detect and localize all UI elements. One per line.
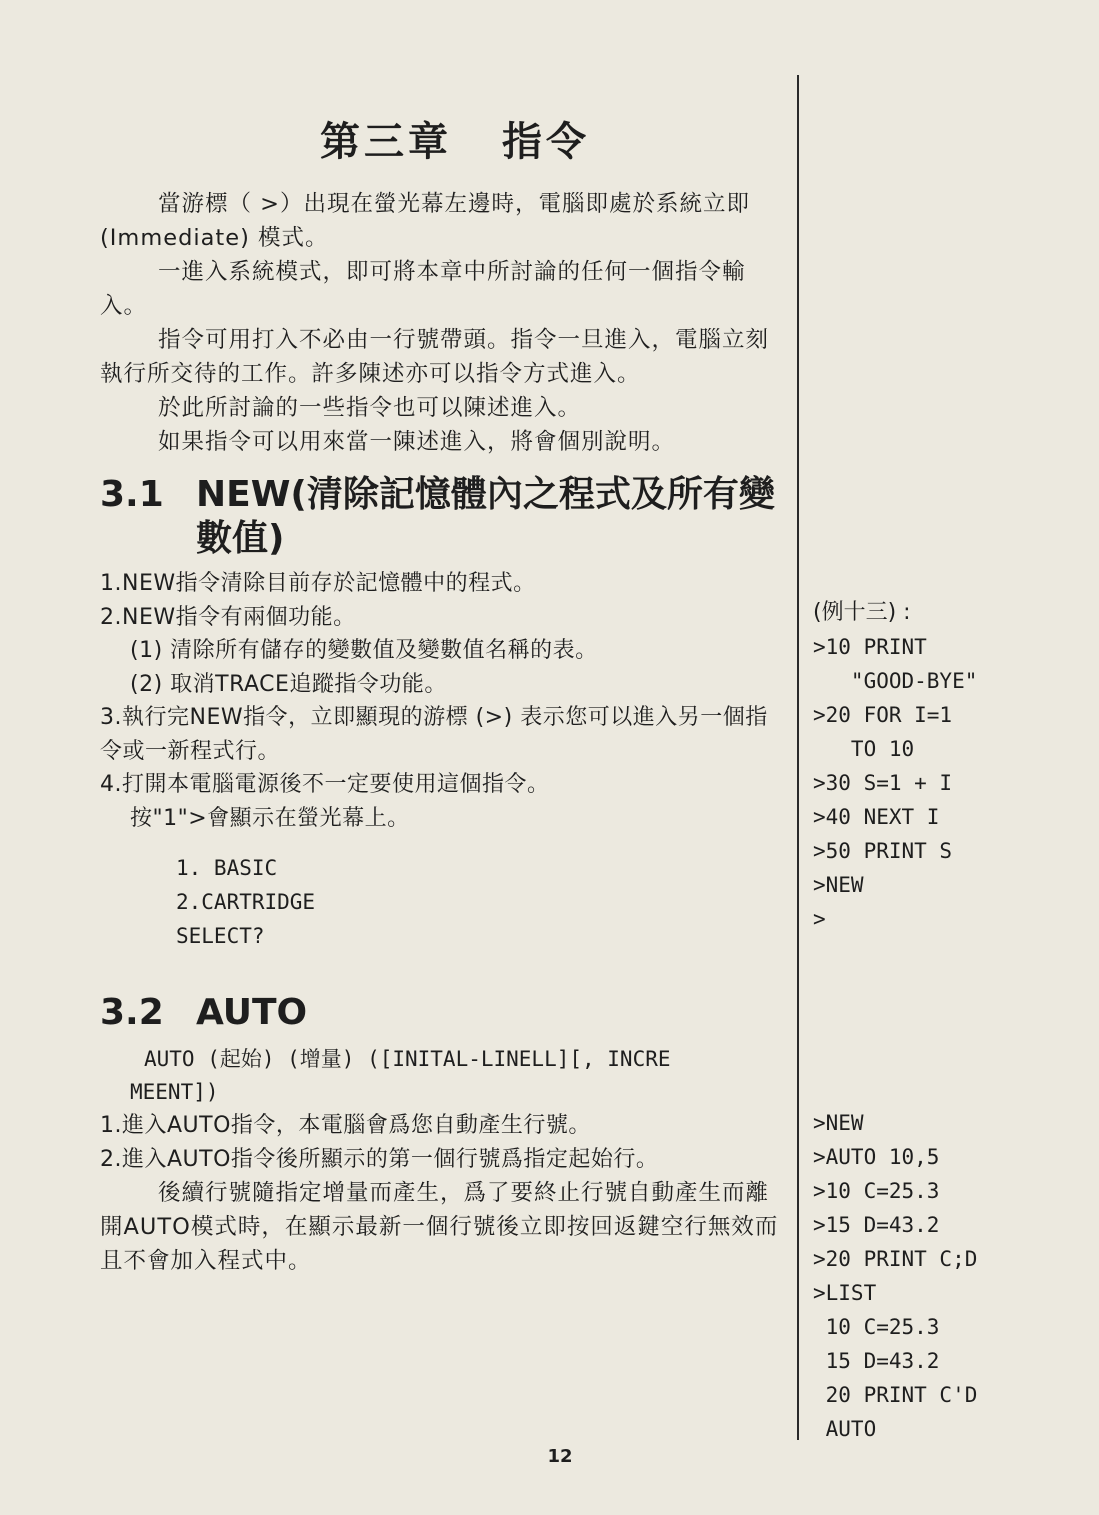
code-line: >30 S=1 + I [813,771,953,795]
list-item: 3.執行完NEW指令，立即顯現的游標 (>) 表示您可以進入另一個指令或一新程式行。 [100,705,768,764]
page-number: 12 [547,1446,573,1467]
section-heading-new [100,473,780,561]
code-line: >20 FOR I=1 [813,703,953,727]
example-code-auto [813,1106,1093,1446]
main-column [100,110,780,1278]
chapter-title [100,110,780,167]
code-line: >40 NEXT I [813,805,940,829]
list-item: 2.NEW指令有兩個功能。 [100,604,356,630]
intro-paragraph: 一進入系統模式，即可將本章中所討論的任何一個指令輸入。 [100,259,746,319]
code-line: >LIST [813,1281,877,1305]
code-line: >AUTO 10,5 [813,1145,940,1169]
chapter-number: 第三章 [320,119,452,165]
example-code-new [813,596,1093,936]
body-paragraph: 後續行號隨指定增量而產生，爲了要終止行號自動產生而離開AUTO模式時，在顯示最新一個行號後立即按回返鍵空行無效而且不會加入程式中。 [100,1180,779,1274]
code-line: >NEW [813,1111,864,1135]
code-line: 10 C=25.3 [813,1315,940,1339]
section-number: 3.1 [100,474,164,515]
syntax-line: MEENT]) [130,1080,219,1104]
intro-paragraph: 當游標（ >）出現在螢光幕左邊時，電腦即處於系統立即 (Immediate) 模式。 [100,191,751,251]
code-line: >10 PRINT [813,635,927,659]
code-line: >15 D=43.2 [813,1213,940,1237]
section-number: 3.2 [100,992,164,1033]
section-title: NEW(清除記憶體內之程式及所有變數值) [196,474,775,559]
list-item: 1.進入AUTO指令，本電腦會爲您自動產生行號。 [100,1113,591,1138]
list-item: 4.打開本電腦電源後不一定要使用這個指令。 [100,772,550,797]
intro-paragraph: 如果指令可以用來當一陳述進入，將會個別說明。 [158,429,676,455]
code-line: 20 PRINT C'D [813,1383,978,1407]
list-item: 2.進入AUTO指令後所顯示的第一個行號爲指定起始行。 [100,1146,659,1172]
list-item-continuation: 按"1">會顯示在螢光幕上。 [130,805,410,831]
list-item: 1.NEW指令清除目前存於記憶體中的程式。 [100,571,536,596]
boot-menu [176,851,780,953]
code-line: >10 C=25.3 [813,1179,940,1203]
code-line: >NEW [813,873,864,897]
section-title: AUTO [196,992,308,1033]
code-line: >20 PRINT C;D [813,1247,978,1271]
code-line: TO 10 [813,737,915,761]
intro-paragraph: 於此所討論的一些指令也可以陳述進入。 [158,395,582,421]
syntax-line: AUTO (起始) (增量) ([INITAL-LINELL][, INCRE [144,1047,671,1071]
code-line: 15 D=43.2 [813,1349,940,1373]
example-label: (例十三) : [813,600,911,625]
menu-line: 2.CARTRIDGE [176,890,316,914]
menu-line: SELECT? [176,924,265,948]
column-divider [797,75,799,1440]
code-line: > [813,907,826,931]
code-line: AUTO [813,1417,877,1441]
chapter-name: 指令 [502,119,590,165]
menu-line: 1. BASIC [176,856,278,880]
code-line: "GOOD-BYE" [813,669,978,693]
code-line: >50 PRINT S [813,839,953,863]
sub-list-item: (1) 清除所有儲存的變數值及變數值名稱的表。 [130,638,598,663]
section-heading-auto [100,991,780,1035]
intro-paragraph: 指令可用打入不必由一行號帶頭。指令一旦進入，電腦立刻執行所交待的工作。許多陳述亦可以指令方式進入。 [100,327,770,387]
sub-list-item: (2) 取消TRACE追蹤指令功能。 [130,671,447,697]
